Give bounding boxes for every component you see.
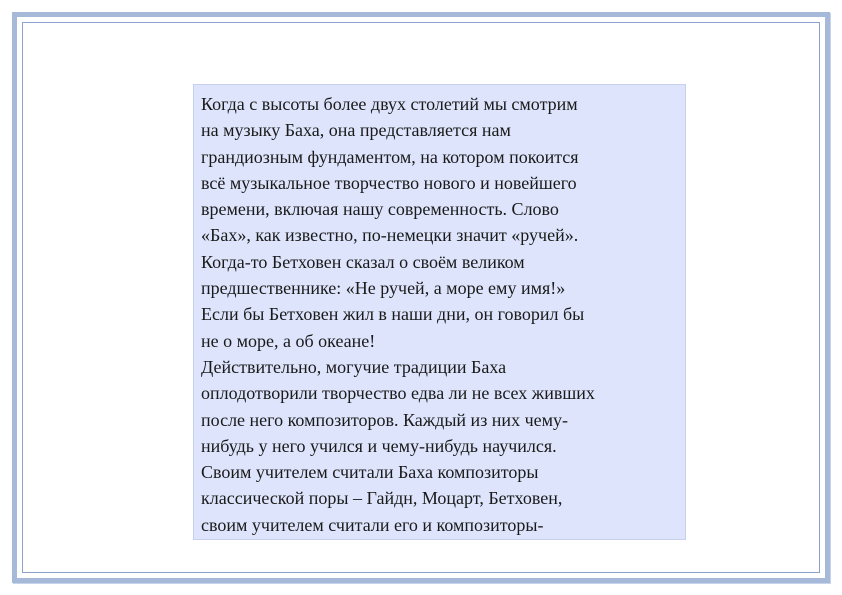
text-line: Если бы Бетховен жил в наши дни, он говорил бы (201, 304, 585, 325)
text-line: Своим учителем считали Баха композиторы (201, 462, 539, 483)
text-line: всё музыкальное творчество нового и новейшего (201, 172, 577, 193)
text-line: грандиозным фундаментом, на котором покоится (201, 146, 579, 167)
text-box (193, 84, 686, 540)
text-line: на музыку Баха, она представляется нам (201, 120, 511, 141)
text-line: Когда с высоты более двух столетий мы смотрим (201, 94, 578, 114)
text-line: предшественнике: «Не ручей, а море ему имя!» (201, 278, 566, 299)
text-line: классической поры – Гайдн, Моцарт, Бетховен, (201, 488, 563, 509)
text-line: после него композиторов. Каждый из них чему- (201, 409, 568, 430)
text-line: Действительно, могучие традиции Баха (201, 356, 507, 377)
text-line: времени, включая нашу современность. Слово (201, 199, 559, 220)
text-line: не о море, а об океане! (201, 330, 376, 351)
text-line: нибудь у него учился и чему-нибудь научился. (201, 435, 557, 456)
text-line: оплодотворили творчество едва ли не всех живших (201, 383, 595, 404)
text-line: своим учителем считали его и композиторы- (201, 514, 544, 535)
text-line: Когда-то Бетховен сказал о своём великом (201, 251, 525, 272)
text-line: «Бах», как известно, по-немецки значит «ручей». (201, 225, 579, 246)
